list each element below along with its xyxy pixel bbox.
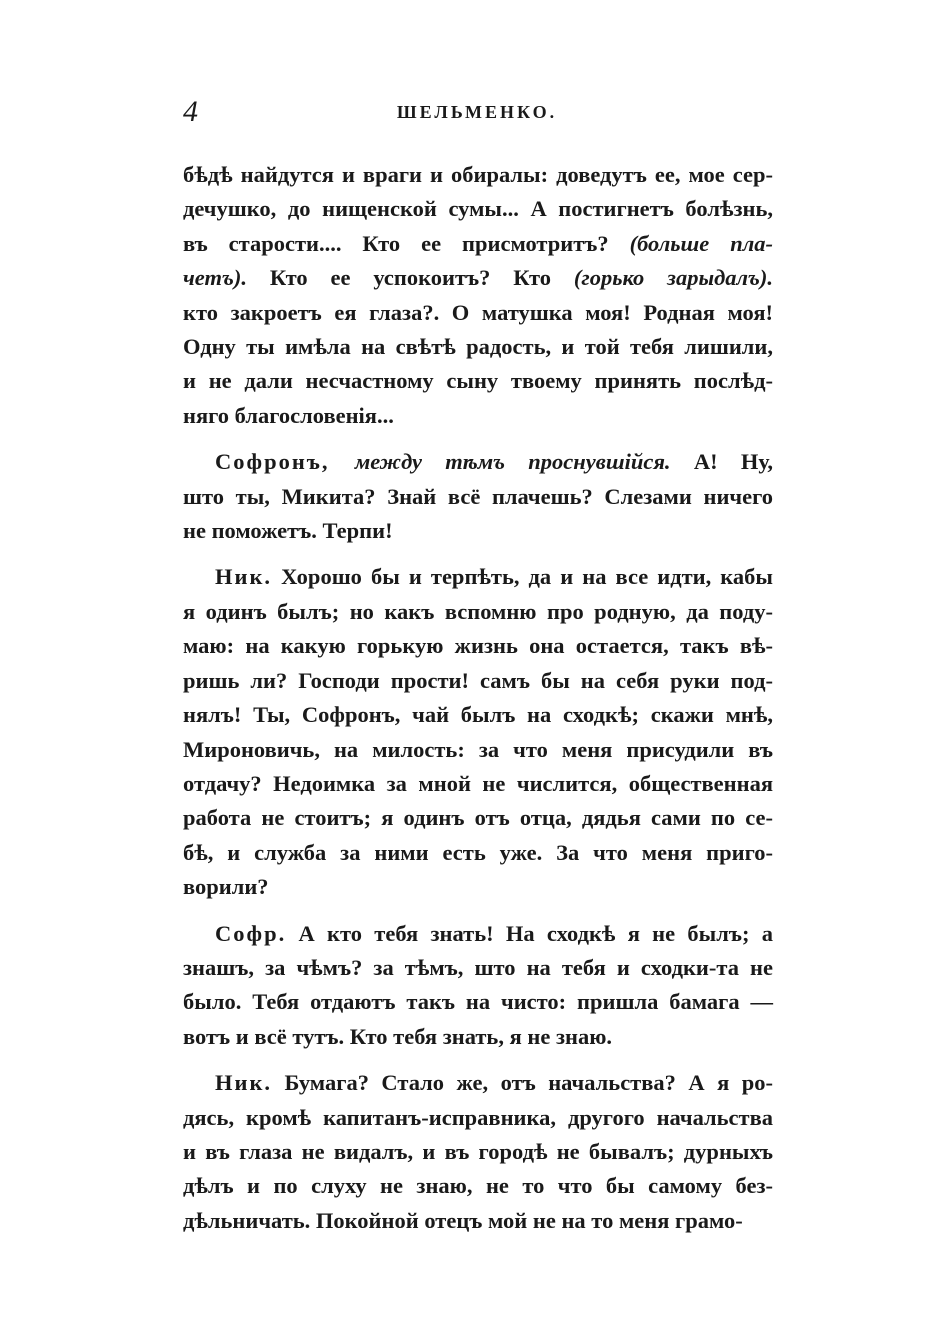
text-run: Бумага? Стало же, отъ начальства? А я ро- xyxy=(272,1070,773,1096)
text-line xyxy=(183,1066,773,1100)
text-line: што ты, Микита? Знай всё плачешь? Слезами ничего xyxy=(183,483,773,509)
paragraph xyxy=(183,158,773,433)
text-line xyxy=(183,227,773,261)
paragraph xyxy=(183,560,773,904)
text-run: между тѣмъ проснувшійся. xyxy=(354,449,671,475)
text-run: Кто ее успокоитъ? Кто xyxy=(246,265,574,291)
text-line: няго благословенія... xyxy=(183,402,394,428)
text-run: Ник. xyxy=(215,564,273,590)
text-run: Хорошо бы и терпѣть, да и на все идти, кабы xyxy=(272,564,773,590)
text-line: дѣльничать. Покойной отецъ мой не на то меня грамо- xyxy=(183,1207,743,1233)
text-line: дечушко, до нищенской сумы... А постигнетъ болѣзнь, xyxy=(183,196,773,222)
text-run: Ник. xyxy=(215,1070,273,1096)
text-line: Мироновичь, на милость: за что меня присудили въ xyxy=(183,736,773,762)
text-line: я одинъ былъ; но какъ вспомню про родную, да поду- xyxy=(183,598,773,624)
running-title: ШЕЛЬМЕНКО. xyxy=(396,102,558,122)
text-run: четъ). xyxy=(183,265,247,291)
text-run: Софронъ, xyxy=(215,449,355,475)
text-line: нялъ! Ты, Софронъ, чай былъ на сходкѣ; скажи мнѣ, xyxy=(183,702,773,728)
text-run: А! Ну, xyxy=(670,449,773,475)
text-line: маю: на какую горькую жизнь она остается, такъ вѣ- xyxy=(183,633,773,659)
text-line: Одну ты имѣла на свѣтѣ радость, и той тебя лишили, xyxy=(183,334,773,360)
paragraph xyxy=(183,1066,773,1238)
text-line xyxy=(183,560,773,594)
text-line xyxy=(183,917,773,951)
body-text xyxy=(183,158,773,1250)
text-line: не поможетъ. Терпи! xyxy=(183,518,393,544)
text-line: и въ глаза не видалъ, и въ городѣ не бывалъ; дурныхъ xyxy=(183,1138,773,1164)
text-run: А кто тебя знать! На сходкѣ я не былъ; а xyxy=(286,920,773,946)
text-run: (больше пла- xyxy=(629,230,774,256)
text-line: работа не стоитъ; я одинъ отъ отца, дядья сами по се- xyxy=(183,805,773,831)
text-line: ришь ли? Господи прости! самъ бы на себя руки под- xyxy=(183,667,773,693)
text-run: Софр. xyxy=(215,920,287,946)
paragraph xyxy=(183,445,773,548)
text-line xyxy=(183,445,773,479)
paragraph xyxy=(183,917,773,1055)
page-number: 4 xyxy=(183,95,198,128)
text-line: знашъ, за чѣмъ? за тѣмъ, што на тебя и сходки-та не xyxy=(183,954,773,980)
text-line: и не дали несчастному сыну твоему принять послѣд- xyxy=(183,368,773,394)
text-line: ворили? xyxy=(183,874,269,900)
text-line: отдачу? Недоимка за мной не числится, общественная xyxy=(183,770,773,796)
text-line: кто закроетъ ея глаза?. О матушка моя! Родная моя! xyxy=(183,299,773,325)
text-line: бѣдѣ найдутся и враги и обиралы: доведутъ ее, мое сер- xyxy=(183,162,773,187)
text-line xyxy=(183,261,773,295)
text-line: бѣ, и служба за ними есть уже. За что меня приго- xyxy=(183,839,773,865)
text-line: дѣлъ и по слуху не знаю, не то что бы самому без- xyxy=(183,1173,773,1199)
running-head xyxy=(183,92,771,132)
text-line: дясь, кромѣ капитанъ-исправника, другого начальства xyxy=(183,1104,773,1130)
text-line: вотъ и всё тутъ. Кто тебя знать, я не знаю. xyxy=(183,1023,613,1049)
text-run: въ старости.... Кто ее присмотритъ? xyxy=(183,230,630,256)
text-run: (горько зарыдалъ). xyxy=(573,265,773,291)
text-line: было. Тебя отдаютъ такъ на чисто: пришла бамага — xyxy=(183,989,773,1015)
